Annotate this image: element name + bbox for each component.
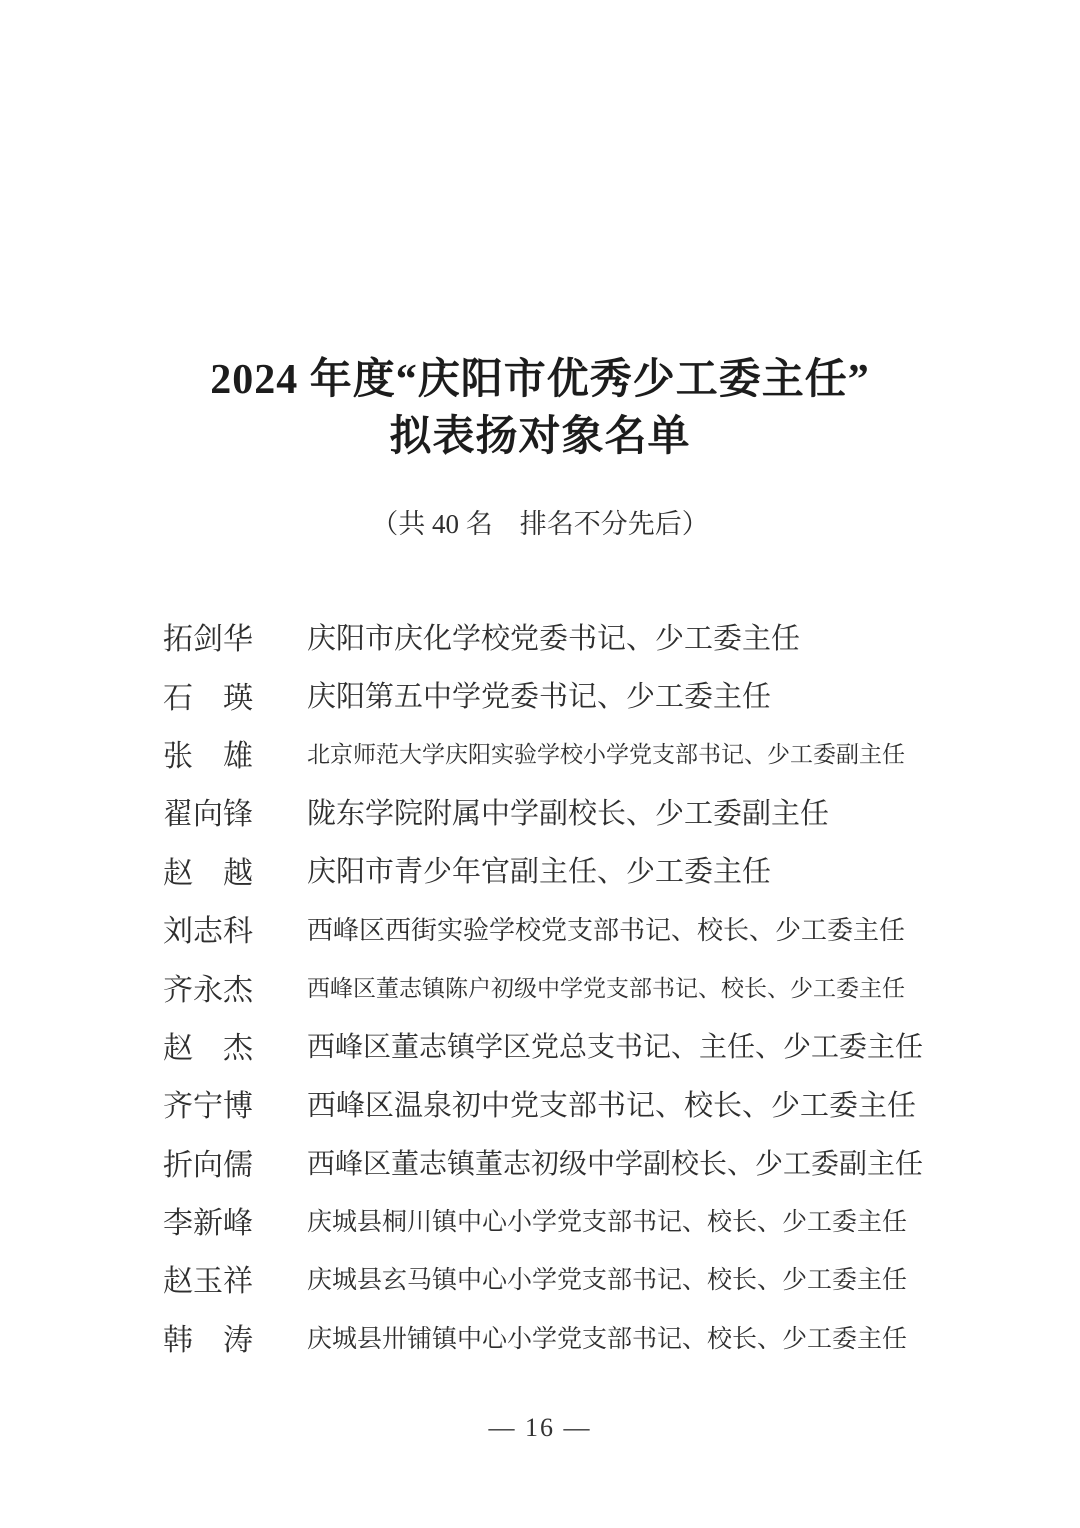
honoree-position: 西峰区董志镇学区党总支书记、主任、少工委主任 — [307, 1031, 924, 1063]
list-item — [163, 957, 1030, 1015]
honoree-position: 庆阳市青少年官副主任、少工委主任 — [307, 856, 772, 889]
list-item — [163, 607, 1030, 665]
honoree-name: 韩 涛 — [163, 1323, 253, 1357]
list-item — [163, 1191, 1030, 1249]
document-title — [0, 352, 1080, 466]
title-line-2: 拟表扬对象名单 — [389, 414, 691, 460]
honoree-name: 张 雄 — [163, 739, 253, 773]
honoree-name: 折向儒 — [163, 1148, 253, 1182]
honoree-position: 陇东学院附属中学副校长、少工委副主任 — [307, 797, 830, 830]
list-item — [163, 1249, 1030, 1307]
honoree-name: 拓剑华 — [163, 623, 253, 657]
honoree-name: 赵玉祥 — [163, 1265, 253, 1299]
list-item — [163, 1074, 1030, 1132]
honoree-name: 齐永杰 — [163, 973, 253, 1007]
page-number: — 16 — — [488, 1413, 592, 1442]
subtitle-count-note: （共 40 名 排名不分先后） — [371, 509, 709, 539]
honoree-position: 西峰区董志镇陈户初级中学党支部书记、校长、少工委主任 — [307, 976, 905, 1002]
honoree-position: 庆城县桐川镇中心小学党支部书记、校长、少工委主任 — [307, 1209, 908, 1237]
title-line-1: 2024 年度“庆阳市优秀少工委主任” — [210, 357, 870, 403]
honoree-position: 北京师范大学庆阳实验学校小学党支部书记、少工委副主任 — [307, 742, 905, 768]
honoree-name: 翟向锋 — [163, 798, 253, 832]
list-item — [163, 1016, 1030, 1074]
list-item — [163, 1308, 1030, 1366]
list-item — [163, 665, 1030, 723]
honoree-list — [163, 607, 1030, 1366]
honoree-position: 西峰区温泉初中党支部书记、校长、少工委主任 — [307, 1089, 917, 1122]
list-item — [163, 841, 1030, 899]
honoree-position: 西峰区西街实验学校党支部书记、校长、少工委主任 — [307, 915, 906, 945]
list-item — [163, 724, 1030, 782]
honoree-position: 庆阳第五中学党委书记、少工委主任 — [307, 681, 772, 714]
honoree-name: 赵 杰 — [163, 1031, 253, 1065]
honoree-name: 石 瑛 — [163, 681, 253, 715]
honoree-position: 庆阳市庆化学校党委书记、少工委主任 — [307, 622, 801, 655]
honoree-position: 西峰区董志镇董志初级中学副校长、少工委副主任 — [307, 1148, 924, 1180]
honoree-position: 庆城县玄马镇中心小学党支部书记、校长、少工委主任 — [307, 1267, 908, 1295]
list-item — [163, 1133, 1030, 1191]
honoree-name: 齐宁博 — [163, 1090, 253, 1124]
honoree-name: 刘志科 — [163, 915, 253, 949]
honoree-name: 李新峰 — [163, 1207, 253, 1241]
list-item — [163, 782, 1030, 840]
list-item — [163, 899, 1030, 957]
honoree-position: 庆城县卅铺镇中心小学党支部书记、校长、少工委主任 — [307, 1325, 908, 1353]
honoree-name: 赵 越 — [163, 856, 253, 890]
